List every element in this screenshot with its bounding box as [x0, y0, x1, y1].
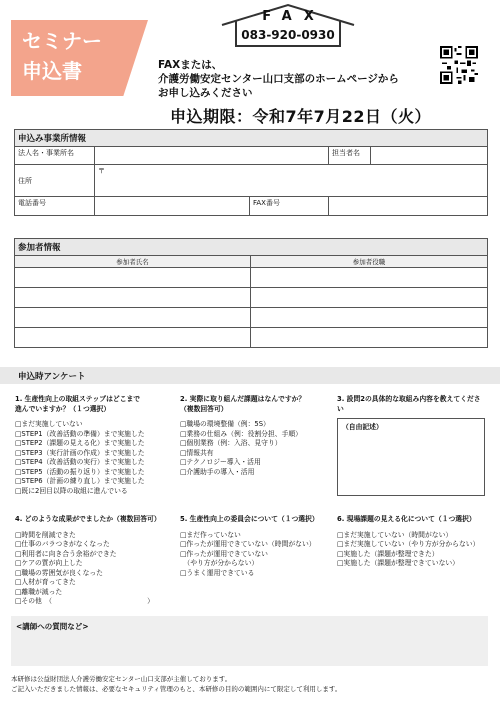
question-4-option[interactable]: □仕事のバラつきがなくなった: [15, 540, 110, 548]
question-1-option[interactable]: □既に2回目以降の取組に進んでいる: [15, 486, 128, 495]
question-6-option[interactable]: □実施した（課題が整理できた）: [337, 549, 439, 558]
questions-for-instructor-label: <講師への質問など>: [16, 622, 89, 631]
question-2-option[interactable]: □情報共有: [180, 448, 214, 457]
question-6-title: 6. 現場課題の見える化について（１つ選択）: [337, 515, 476, 523]
company-name-field[interactable]: [95, 147, 329, 165]
phone-cell: [95, 197, 329, 216]
question-6-option[interactable]: □まだ実施していない（やり方が分からない）: [337, 540, 480, 548]
participant-name-field[interactable]: [15, 328, 251, 348]
question-2-option[interactable]: □業務の仕組み（例：役割分担、手順）: [180, 429, 302, 438]
question-1-option[interactable]: □STEP3（実行計画の作成）まで実施した: [15, 448, 145, 457]
question-4-option[interactable]: □離職が減った: [15, 587, 63, 596]
question-4: [15, 515, 180, 607]
question-5: [180, 515, 332, 578]
participant-role-field[interactable]: [251, 288, 488, 308]
question-1-title: 1. 生産性向上の取組ステップはどこまで 進んでいますか？（１つ選択）: [15, 395, 141, 413]
question-3-title: 3. 設問2の具体的な取組み内容を教えてくださ い: [337, 395, 481, 413]
fax-number-label: FAX番号: [253, 199, 280, 207]
question-4-option[interactable]: □人材が育ってきた: [15, 578, 76, 586]
footer-note: [11, 674, 341, 694]
question-2-title: 2. 実際に取り組んだ課題はなんですか？ （複数回答可）: [180, 395, 306, 413]
question-5-option[interactable]: □まだ作っていない: [180, 530, 241, 539]
question-4-title: 4. どのような成果がでましたか（複数回答可）: [15, 515, 161, 523]
contact-person-field[interactable]: [371, 147, 488, 165]
free-text-label: （自由記述）: [342, 423, 383, 431]
title-badge-text: [22, 26, 102, 86]
participant-role-field[interactable]: [251, 308, 488, 328]
question-4-option[interactable]: □職場の雰囲気が良くなった: [15, 568, 103, 577]
fax-number-field[interactable]: [329, 197, 488, 216]
question-1-option[interactable]: □まだ実施していない: [15, 420, 83, 428]
company-name-label: 法人名・事業所名: [15, 147, 95, 165]
participant-name-field[interactable]: [15, 268, 251, 288]
fax-number: 083-920-0930: [241, 28, 335, 42]
question-1-option[interactable]: □STEP2（課題の見える化）まで実施した: [15, 439, 145, 447]
phone-field[interactable]: [95, 197, 250, 215]
participant-role-header: 参加者役職: [251, 256, 488, 268]
question-4-option[interactable]: □その他 （ ）: [15, 597, 154, 605]
question-1-option[interactable]: □STEP5（活動の振り返り）まで実施した: [15, 467, 145, 476]
question-2-option[interactable]: □介護助手の導入・活用: [180, 467, 255, 476]
participant-name-header: 参加者氏名: [15, 256, 251, 268]
participants-table: [14, 238, 488, 348]
question-4-option[interactable]: □利用者に向き合う余裕ができた: [15, 549, 117, 558]
participants-heading: 参加者情報: [15, 239, 488, 256]
question-2-option[interactable]: □テクノロジー導入・活用: [180, 458, 261, 466]
question-1-option[interactable]: □STEP1（改善活動の準備）まで実施した: [15, 429, 145, 438]
contact-person-label: 担当者名: [329, 147, 371, 165]
question-5-title: 5. 生産性向上の委員会について（１つ選択）: [180, 515, 319, 523]
question-6: [337, 515, 492, 569]
question-6-option[interactable]: □まだ実施していない（時間がない）: [337, 530, 453, 539]
survey-heading: 申込時アンケート: [18, 372, 86, 382]
question-3: [337, 395, 492, 416]
question-5-option[interactable]: □作ったが運用できていない: [180, 549, 268, 558]
questions-for-instructor-box[interactable]: [11, 616, 488, 666]
question-2-option[interactable]: □職場の環境整備（例：5S）: [180, 420, 270, 428]
question-5-option[interactable]: □うまく運用できている: [180, 568, 255, 577]
footer-line-1: 本研修は公益財団法人介護労働安定センター山口支部が主催しております。: [11, 675, 232, 683]
badge-line-1: セミナー: [22, 29, 102, 53]
intro-text: [158, 58, 428, 100]
fax-label: FAX: [262, 9, 326, 24]
question-5-option-continued: （やり方が分からない）: [180, 559, 259, 567]
participant-name-field[interactable]: [15, 308, 251, 328]
survey-heading-bar: [0, 367, 500, 384]
question-4-option[interactable]: □ケアの質が向上した: [15, 559, 83, 567]
participant-role-field[interactable]: [251, 268, 488, 288]
question-5-option[interactable]: □作ったが運用できていない（時間がない）: [180, 540, 316, 548]
address-field[interactable]: [95, 165, 488, 197]
qr-code-icon[interactable]: [440, 46, 478, 84]
footer-line-2: ご記入いただきました情報は、必要なセキュリティ管理のもと、本研修の目的の範囲内にて限定して利用します。: [11, 685, 342, 693]
intro-line-1: FAXまたは、: [158, 59, 223, 71]
question-4-option[interactable]: □時間を削減できた: [15, 530, 76, 539]
question-6-option[interactable]: □実施した（課題が整理できていない）: [337, 559, 459, 567]
free-text-answer-box[interactable]: [337, 418, 485, 496]
deadline: 申込期限：令和7年7月22日（火）: [170, 107, 432, 126]
participant-name-field[interactable]: [15, 288, 251, 308]
question-2: [180, 395, 332, 477]
intro-line-3: お申し込みください: [158, 87, 253, 99]
question-1: [15, 395, 175, 496]
question-1-option[interactable]: □STEP4（改善活動の実行）まで実施した: [15, 458, 145, 466]
question-2-option[interactable]: □個別業務（例：入浴、見守り）: [180, 439, 282, 447]
office-info-heading: 申込み事業所情報: [15, 130, 488, 147]
question-1-option[interactable]: □STEP6（計画の練り直し）まで実施した: [15, 477, 145, 485]
address-label: 住所: [15, 165, 95, 197]
intro-line-2: 介護労働安定センター山口支部のホームページから: [158, 73, 399, 85]
badge-line-2: 申込書: [22, 59, 82, 83]
phone-label: 電話番号: [15, 197, 95, 216]
postal-mark: 〒: [98, 167, 105, 175]
office-info-table: [14, 129, 488, 216]
participant-role-field[interactable]: [251, 328, 488, 348]
